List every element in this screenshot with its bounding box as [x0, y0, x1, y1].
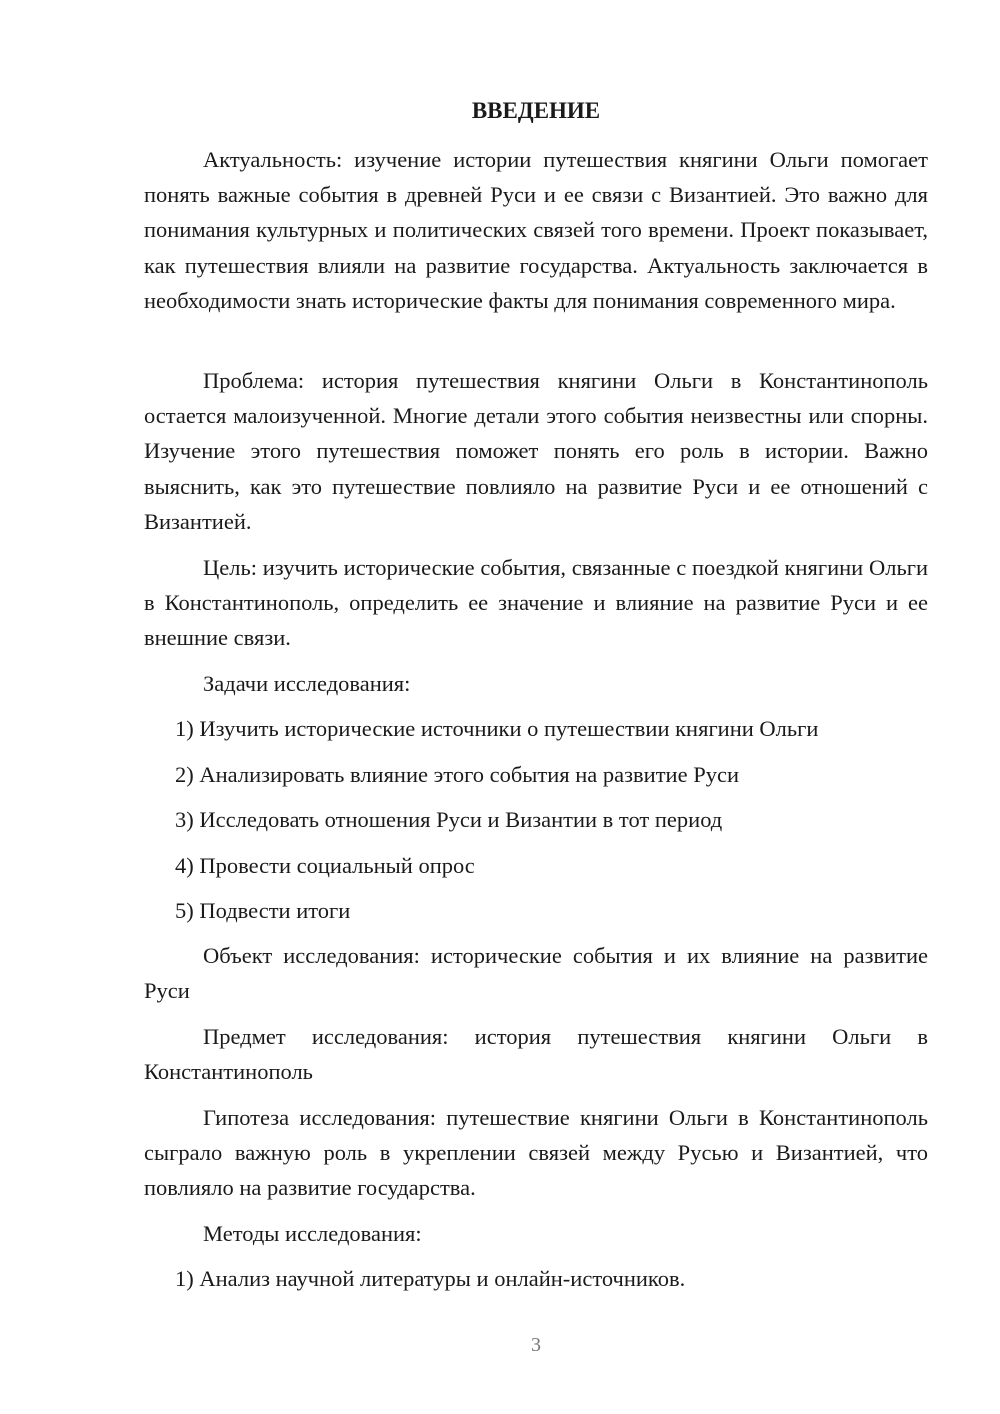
subject-paragraph: Предмет исследования: история путешествия княгини Ольги в Константинополь [144, 1024, 928, 1085]
hypothesis-paragraph: Гипотеза исследования: путешествие княгини Ольги в Константинополь сыграло важную роль в укреплении связей между Русью и Византией, что повлияло на развитие государства. [144, 1105, 928, 1201]
method-item-1: 1) Анализ научной литературы и онлайн-источников. [175, 1266, 686, 1291]
task-item-5: 5) Подвести итоги [175, 898, 351, 923]
methods-heading: Методы исследования: [203, 1221, 422, 1246]
page-number: 3 [531, 1334, 541, 1356]
problem-paragraph: Проблема: история путешествия княгини Ольги в Константинополь остается малоизученной. Многие детали этого события неизвестны или спорны. Изучение этого путешествия поможет понять его роль в истории. Важно выяснить, как это путешествие повлияло на развитие Руси и ее отношений с Византией. [144, 368, 928, 534]
task-item-2: 2) Анализировать влияние этого события на развитие Руси [175, 762, 739, 787]
page-title: ВВЕДЕНИЕ [471, 98, 601, 123]
task-item-3: 3) Исследовать отношения Руси и Византии в тот период [175, 807, 723, 832]
object-paragraph: Объект исследования: исторические события и их влияние на развитие Руси [144, 943, 928, 1004]
goal-paragraph: Цель: изучить исторические события, связанные с поездкой княгини Ольги в Константинополь, определить ее значение и влияние на развитие Руси и ее внешние связи. [144, 555, 928, 651]
task-item-1: 1) Изучить исторические источники о путешествии княгини Ольги [175, 716, 819, 741]
relevance-paragraph: Актуальность: изучение истории путешествия княгини Ольги помогает понять важные события в древней Руси и ее связи с Византией. Это важно для понимания культурных и политических связей того времени. Проект показывает, как путешествия влияли на развитие государства. Актуальность заключается в необходимости знать исторические факты для понимания современного мира. [144, 147, 928, 313]
task-item-4: 4) Провести социальный опрос [175, 853, 475, 878]
tasks-heading: Задачи исследования: [203, 671, 411, 696]
